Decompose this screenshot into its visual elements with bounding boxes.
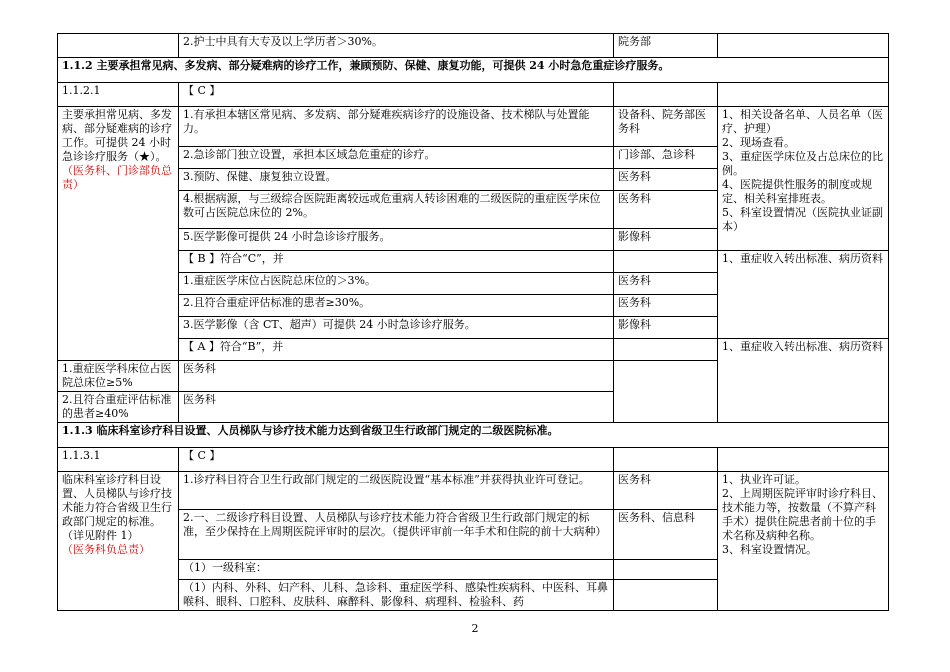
table-row bbox=[58, 83, 889, 107]
dept-cell bbox=[614, 580, 718, 611]
dept-cell: 影像科 bbox=[614, 229, 718, 251]
grade-b-label: 【 B 】符合“C”，并 bbox=[179, 251, 614, 273]
requirement-cell: 1.重症医学科床位占医院总床位≥5% bbox=[58, 361, 179, 392]
requirement-cell: 5.医学影像可提供 24 小时急诊诊疗服务。 bbox=[179, 229, 614, 251]
responsibility-text: （医务科、门诊部负总责） bbox=[62, 164, 172, 191]
standard-description-113 bbox=[58, 472, 179, 611]
evidence-cell: 1、重症收入转出标准、病历资料 bbox=[718, 251, 889, 339]
requirement-cell: 2.一、二级诊疗科目设置、人员梯队与诊疗技术能力符合省级卫生行政部门规定的标准，至少保持在上周期医院评审时的层次。（提供评审前一年手术和住院的前十大病种） bbox=[179, 510, 614, 560]
table-row bbox=[58, 251, 889, 273]
standard-description-text: 主要承担常见病、多发病、部分疑难病的诊疗工作。可提供 24 小时急诊诊疗服务（★）。 bbox=[62, 108, 172, 163]
grade-a-label: 【 A 】符合“B”，并 bbox=[179, 339, 614, 361]
table-row bbox=[58, 448, 889, 472]
dept-cell bbox=[614, 560, 718, 580]
evidence-cell: 1、执业许可证。 2、上周期医院评审时诊疗科目、技术能力等，按数量（不算产科手术）提供住院患者前十位的手术名称及病种名称。 3、科室设置情况。 bbox=[718, 472, 889, 611]
requirement-cell: 1.有承担本辖区常见病、多发病、部分疑难疾病诊疗的设施设备、技术梯队与处置能力。 bbox=[179, 107, 614, 147]
table-row bbox=[58, 107, 889, 147]
dept-cell: 医务科 bbox=[614, 169, 718, 191]
evidence-cell: 1、相关设备名单、人员名单（医疗、护理） 2、现场查看。 3、重症医学床位及占总床位的比例。 4、医院提供性服务的制度或规定、相关科室排班表。 5、科室设置情况（医院执业证副本） bbox=[718, 107, 889, 251]
dept-cell: 医务科 bbox=[614, 295, 718, 317]
requirement-cell: 2.急诊部门独立设置，承担本区域急危重症的诊疗。 bbox=[179, 147, 614, 169]
section-heading-row bbox=[58, 423, 889, 448]
page-number: 2 bbox=[471, 622, 479, 635]
section-title-113: 1.1.3 临床科室诊疗科目设置、人员梯队与诊疗技术能力达到省级卫生行政部门规定的二级医院标准。 bbox=[58, 423, 889, 448]
section-heading-row bbox=[58, 58, 889, 83]
requirement-cell: 3.医学影像（含 CT、超声）可提供 24 小时急诊诊疗服务。 bbox=[179, 317, 614, 339]
dept-cell: 医务科 bbox=[179, 361, 614, 392]
requirement-cell: 1.诊疗科目符合卫生行政部门规定的二级医院设置“基本标准”并获得执业许可登记。 bbox=[179, 472, 614, 510]
responsibility-text: （医务科负总责） bbox=[62, 543, 150, 556]
requirement-cell: 2.护士中具有大专及以上学历者＞30%。 bbox=[179, 34, 614, 58]
requirement-cell: 2.且符合重症评估标准的患者≥40% bbox=[58, 392, 179, 423]
dept-cell: 医务科、信息科 bbox=[614, 510, 718, 560]
dept-cell: 医务科 bbox=[614, 191, 718, 229]
dept-cell: 医务科 bbox=[614, 472, 718, 510]
dept-cell: 影像科 bbox=[614, 317, 718, 339]
requirement-cell: 3.预防、保健、康复独立设置。 bbox=[179, 169, 614, 191]
requirement-cell: 2.且符合重症评估标准的患者≥30%。 bbox=[179, 295, 614, 317]
dept-cell: 设备科、院务部医务科 bbox=[614, 107, 718, 147]
requirement-cell: （1）一级科室： bbox=[179, 560, 614, 580]
table-row bbox=[58, 34, 889, 58]
standard-description-112 bbox=[58, 107, 179, 361]
item-code-1121: 1.1.2.1 bbox=[58, 83, 179, 107]
table-row bbox=[58, 472, 889, 510]
grade-c-label: 【 C 】 bbox=[179, 83, 614, 107]
dept-cell: 院务部 bbox=[614, 34, 718, 58]
standard-description-text: 临床科室诊疗科目设置、人员梯队与诊疗技术能力符合省级卫生行政部门规定的标准。（详见附件 1） bbox=[62, 473, 172, 542]
dept-cell: 医务科 bbox=[179, 392, 614, 423]
item-code-1131: 1.1.3.1 bbox=[58, 448, 179, 472]
dept-cell: 门诊部、急诊科 bbox=[614, 147, 718, 169]
standards-table bbox=[57, 33, 889, 611]
grade-c-label: 【 C 】 bbox=[179, 448, 614, 472]
dept-cell: 医务科 bbox=[614, 273, 718, 295]
requirement-cell: （1）内科、外科、妇产科、儿科、急诊科、重症医学科、感染性疾病科、中医科、耳鼻喉科、眼科、口腔科、皮肤科、麻醉科、影像科、病理科、检验科、药 bbox=[179, 580, 614, 611]
requirement-cell: 4.根据病源，与三级综合医院距离较远或危重病人转诊困难的二级医院的重症医学床位数可占医院总床位的 2%。 bbox=[179, 191, 614, 229]
section-title-112: 1.1.2 主要承担常见病、多发病、部分疑难病的诊疗工作，兼顾预防、保健、康复功能，可提供 24 小时急危重症诊疗服务。 bbox=[58, 58, 889, 83]
evidence-cell: 1、重症收入转出标准、病历资料 bbox=[718, 339, 889, 423]
requirement-cell: 1.重症医学床位占医院总床位的＞3%。 bbox=[179, 273, 614, 295]
table-row bbox=[58, 339, 889, 361]
